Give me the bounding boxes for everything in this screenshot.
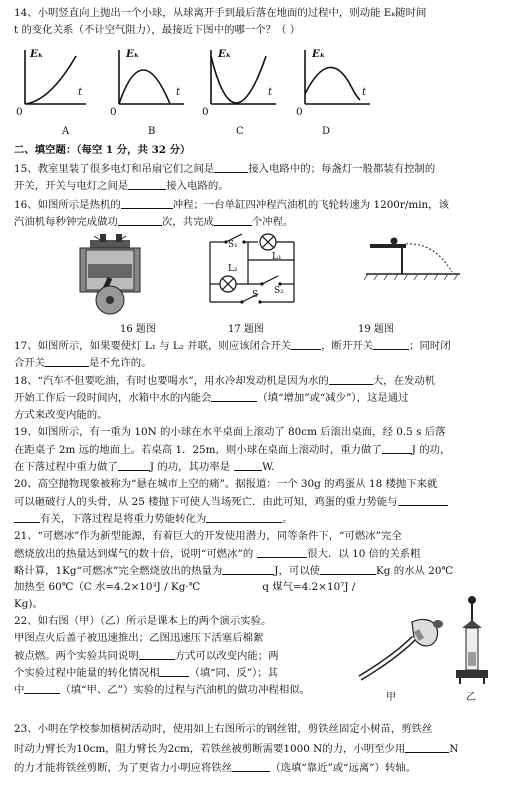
axis-y-label: Eₖ [312,48,326,60]
q19-line3: 在下落过程中重力做了 J 的功，其功率是 W. [14,461,275,473]
q20-line1: 20、高空抛物现象被称为“悬在城市上空的痛”。据报道：一个 30g 的鸡蛋从 18 楼抛下来就 [14,478,438,490]
option-d: D [322,126,331,137]
q19-line2: 在距桌子 2m 远的地面上。若桌高 1．25m，则小球在桌面上滚动时，重力做了 J 的功， [14,444,451,456]
option-c: C [236,126,244,137]
q23-line3: 的力才能将铁丝剪断，为了更省力小明应将铁丝 （选填“靠近”或“远离”）转轴。 [14,762,417,774]
q22-line4: 个实验过程中能量的转化情况相 （填“同、反”）；其 [14,667,279,679]
axis-y-label: Eₖ [30,48,44,60]
lamp-l1-label: L₁ [272,252,282,262]
axis-y-label: Eₖ [126,48,140,60]
q15-line2: 开关，开关与电灯之间是 接入电路的。 [14,180,229,192]
axis-y-label: Eₖ [218,48,232,60]
experiment-b-figure [452,594,492,684]
graph-c [196,46,278,118]
q22-line1: 22、如右图（甲）（乙）所示是课本上的两个演示实验。 [14,615,272,627]
axis-x-label: t [176,86,181,98]
fig19-caption: 19 题图 [358,324,394,335]
q21-line3: 略计算，1Kg“可燃冰”完全燃烧放出的热量为 J，可以使 Kg 的水从 20℃ [14,565,454,577]
fig-a-label: 甲 [386,692,396,703]
q18-line2: 开始工作后一段时间内，水箱中水的内能会 （填“增加”或“减少”），这是通过 [14,392,409,404]
q22-line5: 中 （填“甲、乙”）实验的过程与汽油机的做功冲程相似。 [14,684,310,696]
q21-line1: 21、“可燃冰”作为新型能源，有着巨大的开发使用潜力，同等条件下，“可燃冰”完全 [14,530,402,542]
q14-line1: 14、小明竖直向上抛出一个小球，从球离开手到最后落在地面的过程中，则动能 Eₖ随时间 [14,7,427,19]
engine-figure [70,234,154,316]
experiment-a-figure [352,596,448,686]
option-a: A [62,126,70,137]
q17-line1: 17、如图所示，如果要使灯 L₁ 与 L₂ 并联，则应该闭合开关 ，断开开关 ；同时闭 [14,340,451,352]
graph-d [290,46,372,118]
option-b: B [148,126,156,137]
table-ball-figure [364,236,464,306]
q21-line5: Kg)。 [14,598,43,610]
q21-line2: 燃烧放出的热量达到煤气的数十倍，说明“可燃冰”的 很大．以 10 倍的关系粗 [14,548,421,560]
fig16-caption: 16 题图 [120,324,156,335]
switch-s-label: S [252,290,259,300]
q21-line4: 加热至 60℃（C 水=4.2×10³J / Kg·℃ q 煤气=4.2×10⁷J / [14,581,356,593]
origin-label: 0 [296,106,303,118]
switch-s1-label: S₁ [228,240,238,250]
q16-line2: 汽油机每秒钟完成做功 次，共完成 个冲程。 [14,216,294,228]
graph-b [104,46,186,118]
q20-line2: 可以砸破行人的头骨，从 25 楼抛下可使人当场死亡．由此可知，鸡蛋的重力势能与 [14,494,448,509]
origin-label: 0 [202,106,209,118]
q15-line1: 15、教室里装了很多电灯和吊扇它们之间是 接入电路中的；每盏灯一般都装有控制的 [14,163,436,175]
q22-line3: 被点燃。两个实验共同说明 方式可以改变内能；两 [14,650,279,662]
q23-line2: 时动力臂长为10cm，阻力臂长为2cm，若铁丝被剪断需要1000 N的力，小明至少用 N [14,743,459,755]
q14-line2: t 的变化关系（不计空气阻力），最接近下图中的哪一个？（ ） [14,24,301,36]
switch-s2-label: S₂ [274,286,284,296]
axis-x-label: t [268,86,273,98]
section-heading: 二、填空题：（每空 1 分，共 32 分） [14,144,191,156]
q19-line1: 19、如图所示，有一重为 10N 的小球在水平桌面上滚动了 80cm 后滚出桌面，经 0.5 s 后落 [14,426,446,438]
axis-x-label: t [78,86,83,98]
q17-line2: 合开关 是不允许的。 [14,357,152,369]
origin-label: 0 [110,106,117,118]
origin-label: 0 [16,106,23,118]
q18-line3: 方式来改变内能的。 [14,409,108,421]
q18-line1: 18、“汽车不但要吃油，有时也要喝水”，用水冷却发动机是因为水的 大，在发动机 [14,375,436,387]
q20-line3: 有关，下落过程是将重力势能转化为 。 [14,511,293,526]
lamp-l2-label: L₂ [228,264,238,274]
fig17-caption: 17 题图 [228,324,264,335]
graph-a [10,46,88,118]
q23-line1: 23、小明在学校参加植树活动时，使用如上右图所示的钢丝钳，剪铁丝固定小树苗，剪铁丝 [14,723,433,735]
q22-line2: 甲图点火后盖子被迅速推出；乙图迅速压下活塞后棉絮 [14,632,264,644]
fig-b-label: 乙 [466,692,476,703]
q16-line1: 16、如图所示是热机的 冲程；一台单缸四冲程汽油机的飞轮转速为 1200r/min，该 [14,199,450,211]
axis-x-label: t [362,86,367,98]
circuit-figure [202,230,302,308]
